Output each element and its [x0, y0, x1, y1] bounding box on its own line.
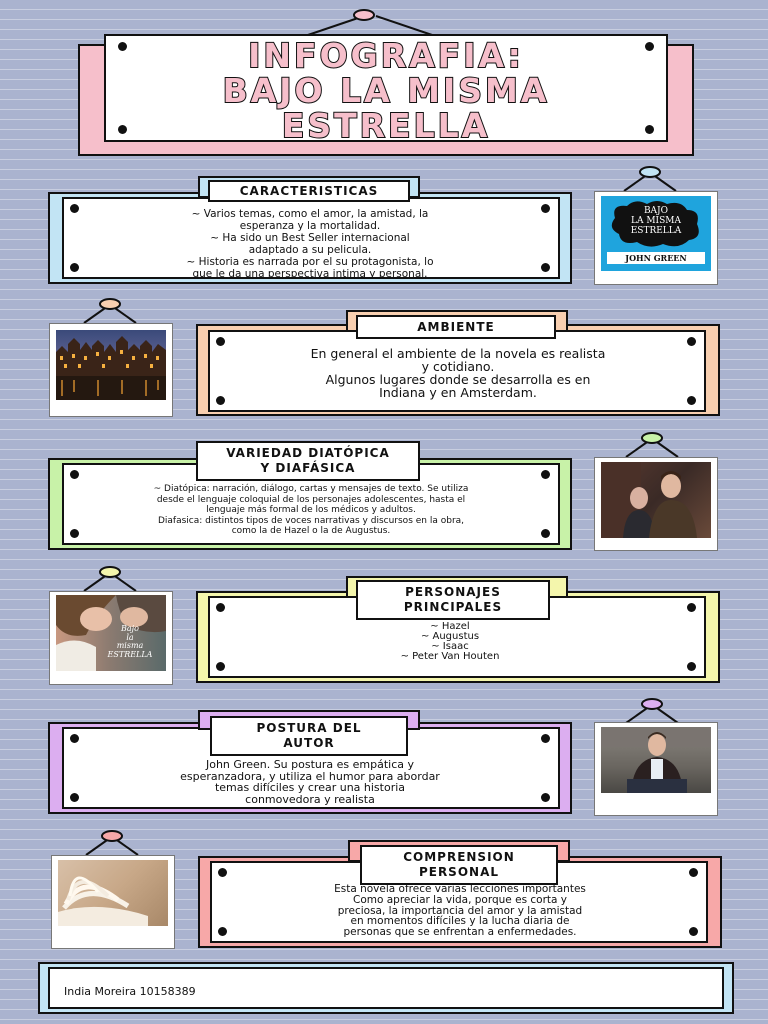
amsterdam-image — [56, 330, 166, 400]
book-pages-hanger — [82, 828, 142, 856]
movie-scene-hanger — [622, 430, 682, 458]
variedad-heading: VARIEDAD DIATÓPICA Y DIAFÁSICA — [196, 441, 420, 481]
author-photo-hanger — [622, 696, 682, 724]
author-photo-image — [601, 727, 711, 793]
poster-hanger — [80, 564, 140, 592]
author-name: India Moreira 10158389 — [64, 985, 196, 998]
postura-heading: POSTURA DEL AUTOR — [210, 716, 408, 756]
personajes-list — [300, 622, 600, 662]
book-cover-author: JOHN GREEN — [625, 253, 687, 263]
title-panel — [104, 34, 668, 145]
caracteristicas-heading: CARACTERISTICAS — [208, 180, 410, 202]
comprension-text: Esta novela ofrece varias lecciones importantes Como apreciar la vida, porque es corta y preciosa, la importancia del amor y la amistad en momentos difíciles y la lucha diaria de personas que se enfrentan a enfermedades. — [334, 883, 586, 939]
comprension-heading: COMPRENSION PERSONAL — [360, 845, 558, 885]
postura-text: John Green. Su postura es empática y esperanzadora, y utiliza el humor para abordar temas difíciles y crear una historia conmovedora y realista — [180, 758, 440, 806]
list-item: ~ Augustus — [420, 631, 480, 642]
book-cover-image — [601, 196, 711, 271]
book-cover-title: BAJO LA MISMA ESTRELLA — [630, 206, 682, 236]
book-pages-image — [58, 860, 168, 926]
amsterdam-hanger — [80, 296, 140, 324]
ambiente-text: En general el ambiente de la novela es realista y cotidiano. Algunos lugares donde se desarrolla es en Indiana y en Amsterdam. — [310, 346, 606, 400]
list-item: ~ Peter Van Houten — [400, 651, 500, 662]
list-item: ~ Hazel — [430, 621, 470, 632]
book-cover-hanger — [620, 164, 680, 192]
ambiente-heading: AMBIENTE — [356, 315, 556, 339]
poster-image — [56, 595, 166, 671]
list-item: ~ Isaac — [431, 641, 469, 652]
caracteristicas-text: ~ Varios temas, como el amor, la amistad, la esperanza y la mortalidad. ~ Ha sido un Best Seller internacional adaptado a su pelicula. ~ Historia es narrada por el su protagonista, lo que le da una perspectiva intima y personal. — [186, 208, 434, 280]
variedad-text: ~ Diatópica: narración, diálogo, cartas y mensajes de texto. Se utiliza desde el lenguaje coloquial de los personajes adolescentes, hasta el lenguaje más formal de los médicos y adultos. Diafasica: distintos tipos de voces narrativas y discursos en la obra, como la de Hazel o la de Augustus. — [153, 484, 469, 536]
movie-scene-image — [601, 462, 711, 538]
page-title: INFOGRAFIA: BAJO LA MISMA ESTRELLA — [222, 36, 550, 145]
personajes-heading: PERSONAJES PRINCIPALES — [356, 580, 550, 620]
poster-title: Bajo la misma ESTRELLA — [107, 624, 153, 659]
